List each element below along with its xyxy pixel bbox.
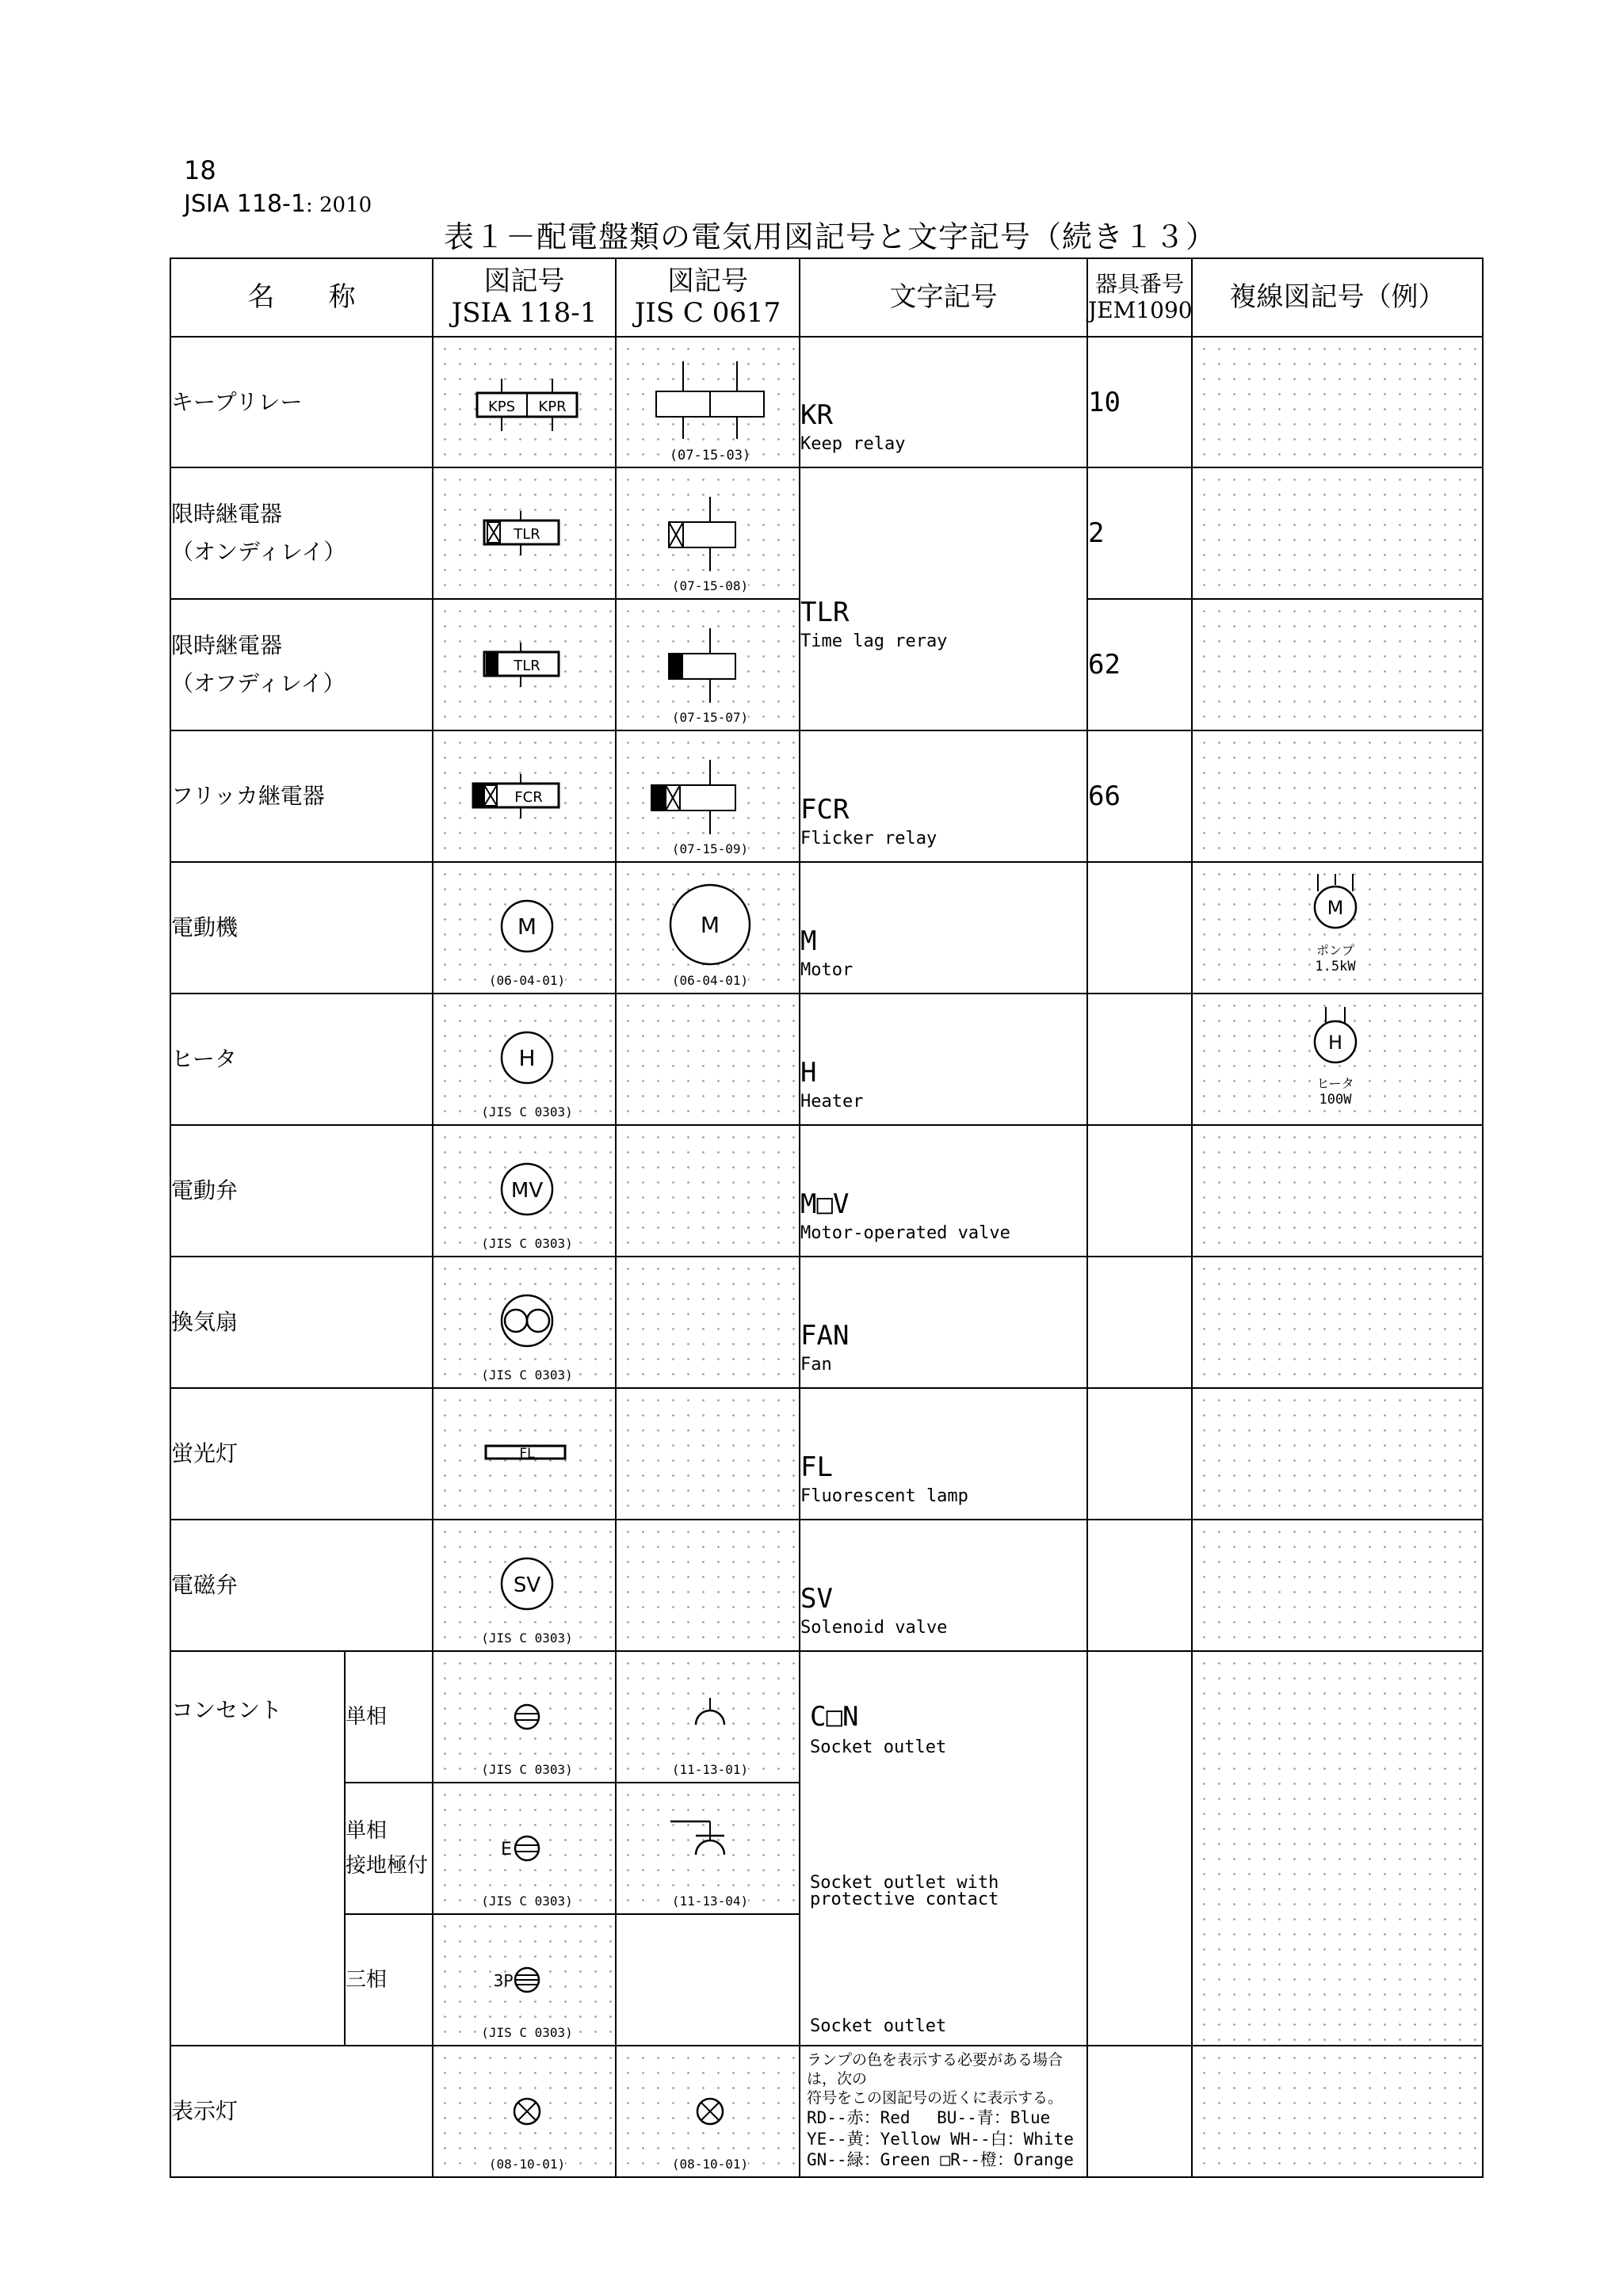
header-jem: 器具番号 JEM1090 xyxy=(1087,258,1192,337)
header-jis: 図記号 JIS C 0617 xyxy=(616,258,800,337)
row-name: 蛍光灯 xyxy=(170,1388,433,1520)
header-name: 名 称 xyxy=(170,258,433,337)
svg-text:TLR: TLR xyxy=(514,526,540,543)
svg-text:ヒータ: ヒータ xyxy=(1316,1076,1354,1091)
jis-symbol xyxy=(616,1125,800,1257)
wiring-example xyxy=(1192,2046,1483,2177)
row-name: コンセント xyxy=(170,1651,345,2046)
svg-text:M: M xyxy=(1327,897,1344,919)
row-name: フリッカ継電器 xyxy=(170,730,433,862)
row-heater xyxy=(170,994,1483,1125)
row-name: 電動機 xyxy=(170,862,433,994)
jis-symbol xyxy=(616,1388,800,1520)
svg-text:(06-04-01): (06-04-01) xyxy=(671,973,749,988)
row-name: 換気扇 xyxy=(170,1257,433,1388)
jsia-symbol xyxy=(433,1914,616,2046)
jem-number: 66 xyxy=(1087,730,1192,862)
svg-text:(11-13-04): (11-13-04) xyxy=(671,1894,749,1909)
jsia-symbol xyxy=(433,1388,616,1520)
letter-code: FCR Flicker relay xyxy=(800,730,1087,862)
svg-text:MV: MV xyxy=(510,1179,544,1203)
letter-code: C□N Socket outlet Socket outlet with protective contact Socket outlet xyxy=(800,1651,1087,2046)
letter-code: M Motor xyxy=(800,862,1087,994)
letter-code: SV Solenoid valve xyxy=(800,1520,1087,1651)
letter-code: H Heater xyxy=(800,994,1087,1125)
jsia-symbol xyxy=(433,1257,616,1388)
jsia-symbol xyxy=(433,1651,616,1783)
row-fluorescent xyxy=(170,1388,1483,1520)
row-name: ヒータ xyxy=(170,994,433,1125)
svg-text:(JIS C 0303): (JIS C 0303) xyxy=(481,1236,573,1251)
wiring-example xyxy=(1192,730,1483,862)
svg-text:ポンプ: ポンプ xyxy=(1316,943,1355,958)
lamp-color-note: ランプの色を表示する必要がある場合は，次の 符号をこの図記号の近くに表示する。 RD--赤：Red BU--青：Blue YE--黄：Yellow WH--白：White GN--緑：Green □R--橙：Orange xyxy=(800,2046,1087,2177)
jem-number xyxy=(1087,1257,1192,1388)
jsia-symbol xyxy=(433,730,616,862)
svg-text:M: M xyxy=(517,913,537,940)
jis-symbol xyxy=(616,730,800,862)
svg-text:(JIS C 0303): (JIS C 0303) xyxy=(481,1894,573,1909)
svg-text:(08-10-01): (08-10-01) xyxy=(671,2157,749,2172)
row-name: 電動弁 xyxy=(170,1125,433,1257)
jem-number: 10 xyxy=(1087,337,1192,467)
standard-id: JSIA 118-1: 2010 xyxy=(184,190,372,218)
letter-code: FAN Fan xyxy=(800,1257,1087,1388)
jis-symbol xyxy=(616,2046,800,2177)
svg-text:KPS: KPS xyxy=(487,398,516,415)
letter-code: KR Keep relay xyxy=(800,337,1087,467)
jsia-symbol xyxy=(433,2046,616,2177)
table-title: 表１－配電盤類の電気用図記号と文字記号（続き１３） xyxy=(444,219,1217,254)
jis-symbol xyxy=(616,337,800,467)
row-outlet-single xyxy=(170,1651,1483,1783)
svg-text:(JIS C 0303): (JIS C 0303) xyxy=(481,1367,573,1383)
jem-number xyxy=(1087,1651,1192,2046)
row-indicator-lamp xyxy=(170,2046,1483,2177)
svg-text:FCR: FCR xyxy=(514,789,543,806)
svg-text:TLR: TLR xyxy=(514,658,540,674)
page-number: 18 xyxy=(184,155,216,185)
row-name: キープリレー xyxy=(170,337,433,467)
row-fan xyxy=(170,1257,1483,1388)
svg-text:KPR: KPR xyxy=(538,398,567,415)
jis-symbol xyxy=(616,1914,800,2046)
jem-number xyxy=(1087,994,1192,1125)
jem-number xyxy=(1087,2046,1192,2177)
svg-text:E: E xyxy=(501,1840,512,1859)
jsia-symbol xyxy=(433,1520,616,1651)
row-subname: 単相 接地極付 xyxy=(345,1783,433,1914)
row-motor-valve xyxy=(170,1125,1483,1257)
svg-text:SV: SV xyxy=(513,1573,541,1597)
jem-number xyxy=(1087,1520,1192,1651)
svg-text:(JIS C 0303): (JIS C 0303) xyxy=(481,1104,573,1119)
svg-text:(07-15-09): (07-15-09) xyxy=(671,841,749,856)
wiring-example xyxy=(1192,862,1483,994)
svg-text:FL: FL xyxy=(519,1446,535,1462)
jis-symbol xyxy=(616,1783,800,1914)
row-flicker xyxy=(170,730,1483,862)
row-name: 電磁弁 xyxy=(170,1520,433,1651)
svg-text:(07-15-07): (07-15-07) xyxy=(671,710,749,725)
svg-text:(07-15-08): (07-15-08) xyxy=(671,578,749,593)
wiring-example xyxy=(1192,1520,1483,1651)
row-name: 表示灯 xyxy=(170,2046,433,2177)
letter-code: FL Fluorescent lamp xyxy=(800,1388,1087,1520)
wiring-example xyxy=(1192,599,1483,730)
row-solenoid-valve xyxy=(170,1520,1483,1651)
jsia-symbol xyxy=(433,862,616,994)
header-jsia: 図記号 JSIA 118-1 xyxy=(433,258,616,337)
row-on-delay xyxy=(170,467,1483,599)
jis-symbol xyxy=(616,862,800,994)
wiring-example xyxy=(1192,337,1483,467)
jis-symbol xyxy=(616,599,800,730)
wiring-example xyxy=(1192,994,1483,1125)
jsia-symbol xyxy=(433,337,616,467)
jem-number: 62 xyxy=(1087,599,1192,730)
symbol-table xyxy=(170,257,1484,2178)
svg-text:(06-04-01): (06-04-01) xyxy=(488,973,566,988)
row-subname: 三相 xyxy=(345,1914,433,2046)
svg-text:(07-15-03): (07-15-03) xyxy=(669,447,751,463)
jem-number xyxy=(1087,1388,1192,1520)
row-subname: 単相 xyxy=(345,1651,433,1783)
svg-text:100W: 100W xyxy=(1319,1092,1352,1108)
jis-symbol xyxy=(616,467,800,599)
jem-number: 2 xyxy=(1087,467,1192,599)
svg-text:1.5kW: 1.5kW xyxy=(1315,959,1356,974)
svg-text:(JIS C 0303): (JIS C 0303) xyxy=(481,2025,573,2040)
jsia-symbol xyxy=(433,1783,616,1914)
jsia-symbol xyxy=(433,1125,616,1257)
row-keep-relay xyxy=(170,337,1483,467)
jsia-symbol xyxy=(433,599,616,730)
jis-symbol xyxy=(616,994,800,1125)
wiring-example xyxy=(1192,1125,1483,1257)
header-letter: 文字記号 xyxy=(800,258,1087,337)
svg-text:(08-10-01): (08-10-01) xyxy=(488,2157,566,2172)
jsia-symbol xyxy=(433,467,616,599)
jsia-symbol xyxy=(433,994,616,1125)
wiring-example xyxy=(1192,1388,1483,1520)
wiring-example xyxy=(1192,467,1483,599)
svg-text:M: M xyxy=(700,912,720,938)
svg-text:(JIS C 0303): (JIS C 0303) xyxy=(481,1630,573,1646)
svg-text:(11-13-01): (11-13-01) xyxy=(671,1762,749,1777)
wiring-example xyxy=(1192,1651,1483,2046)
header-wiring: 複線図記号（例） xyxy=(1192,258,1483,337)
jis-symbol xyxy=(616,1257,800,1388)
letter-code: TLR Time lag reray xyxy=(800,467,1087,730)
row-name: 限時継電器 （オフディレイ） xyxy=(170,599,433,730)
jem-number xyxy=(1087,1125,1192,1257)
svg-text:H: H xyxy=(518,1045,536,1071)
jem-number xyxy=(1087,862,1192,994)
jis-symbol xyxy=(616,1520,800,1651)
letter-code: M□V Motor-operated valve xyxy=(800,1125,1087,1257)
wiring-example xyxy=(1192,1257,1483,1388)
svg-text:3P: 3P xyxy=(493,1971,514,1990)
row-motor xyxy=(170,862,1483,994)
jis-symbol xyxy=(616,1651,800,1783)
svg-text:(JIS C 0303): (JIS C 0303) xyxy=(481,1762,573,1777)
row-name: 限時継電器 （オンディレイ） xyxy=(170,467,433,599)
svg-text:H: H xyxy=(1327,1032,1343,1054)
header-row xyxy=(170,258,1483,337)
